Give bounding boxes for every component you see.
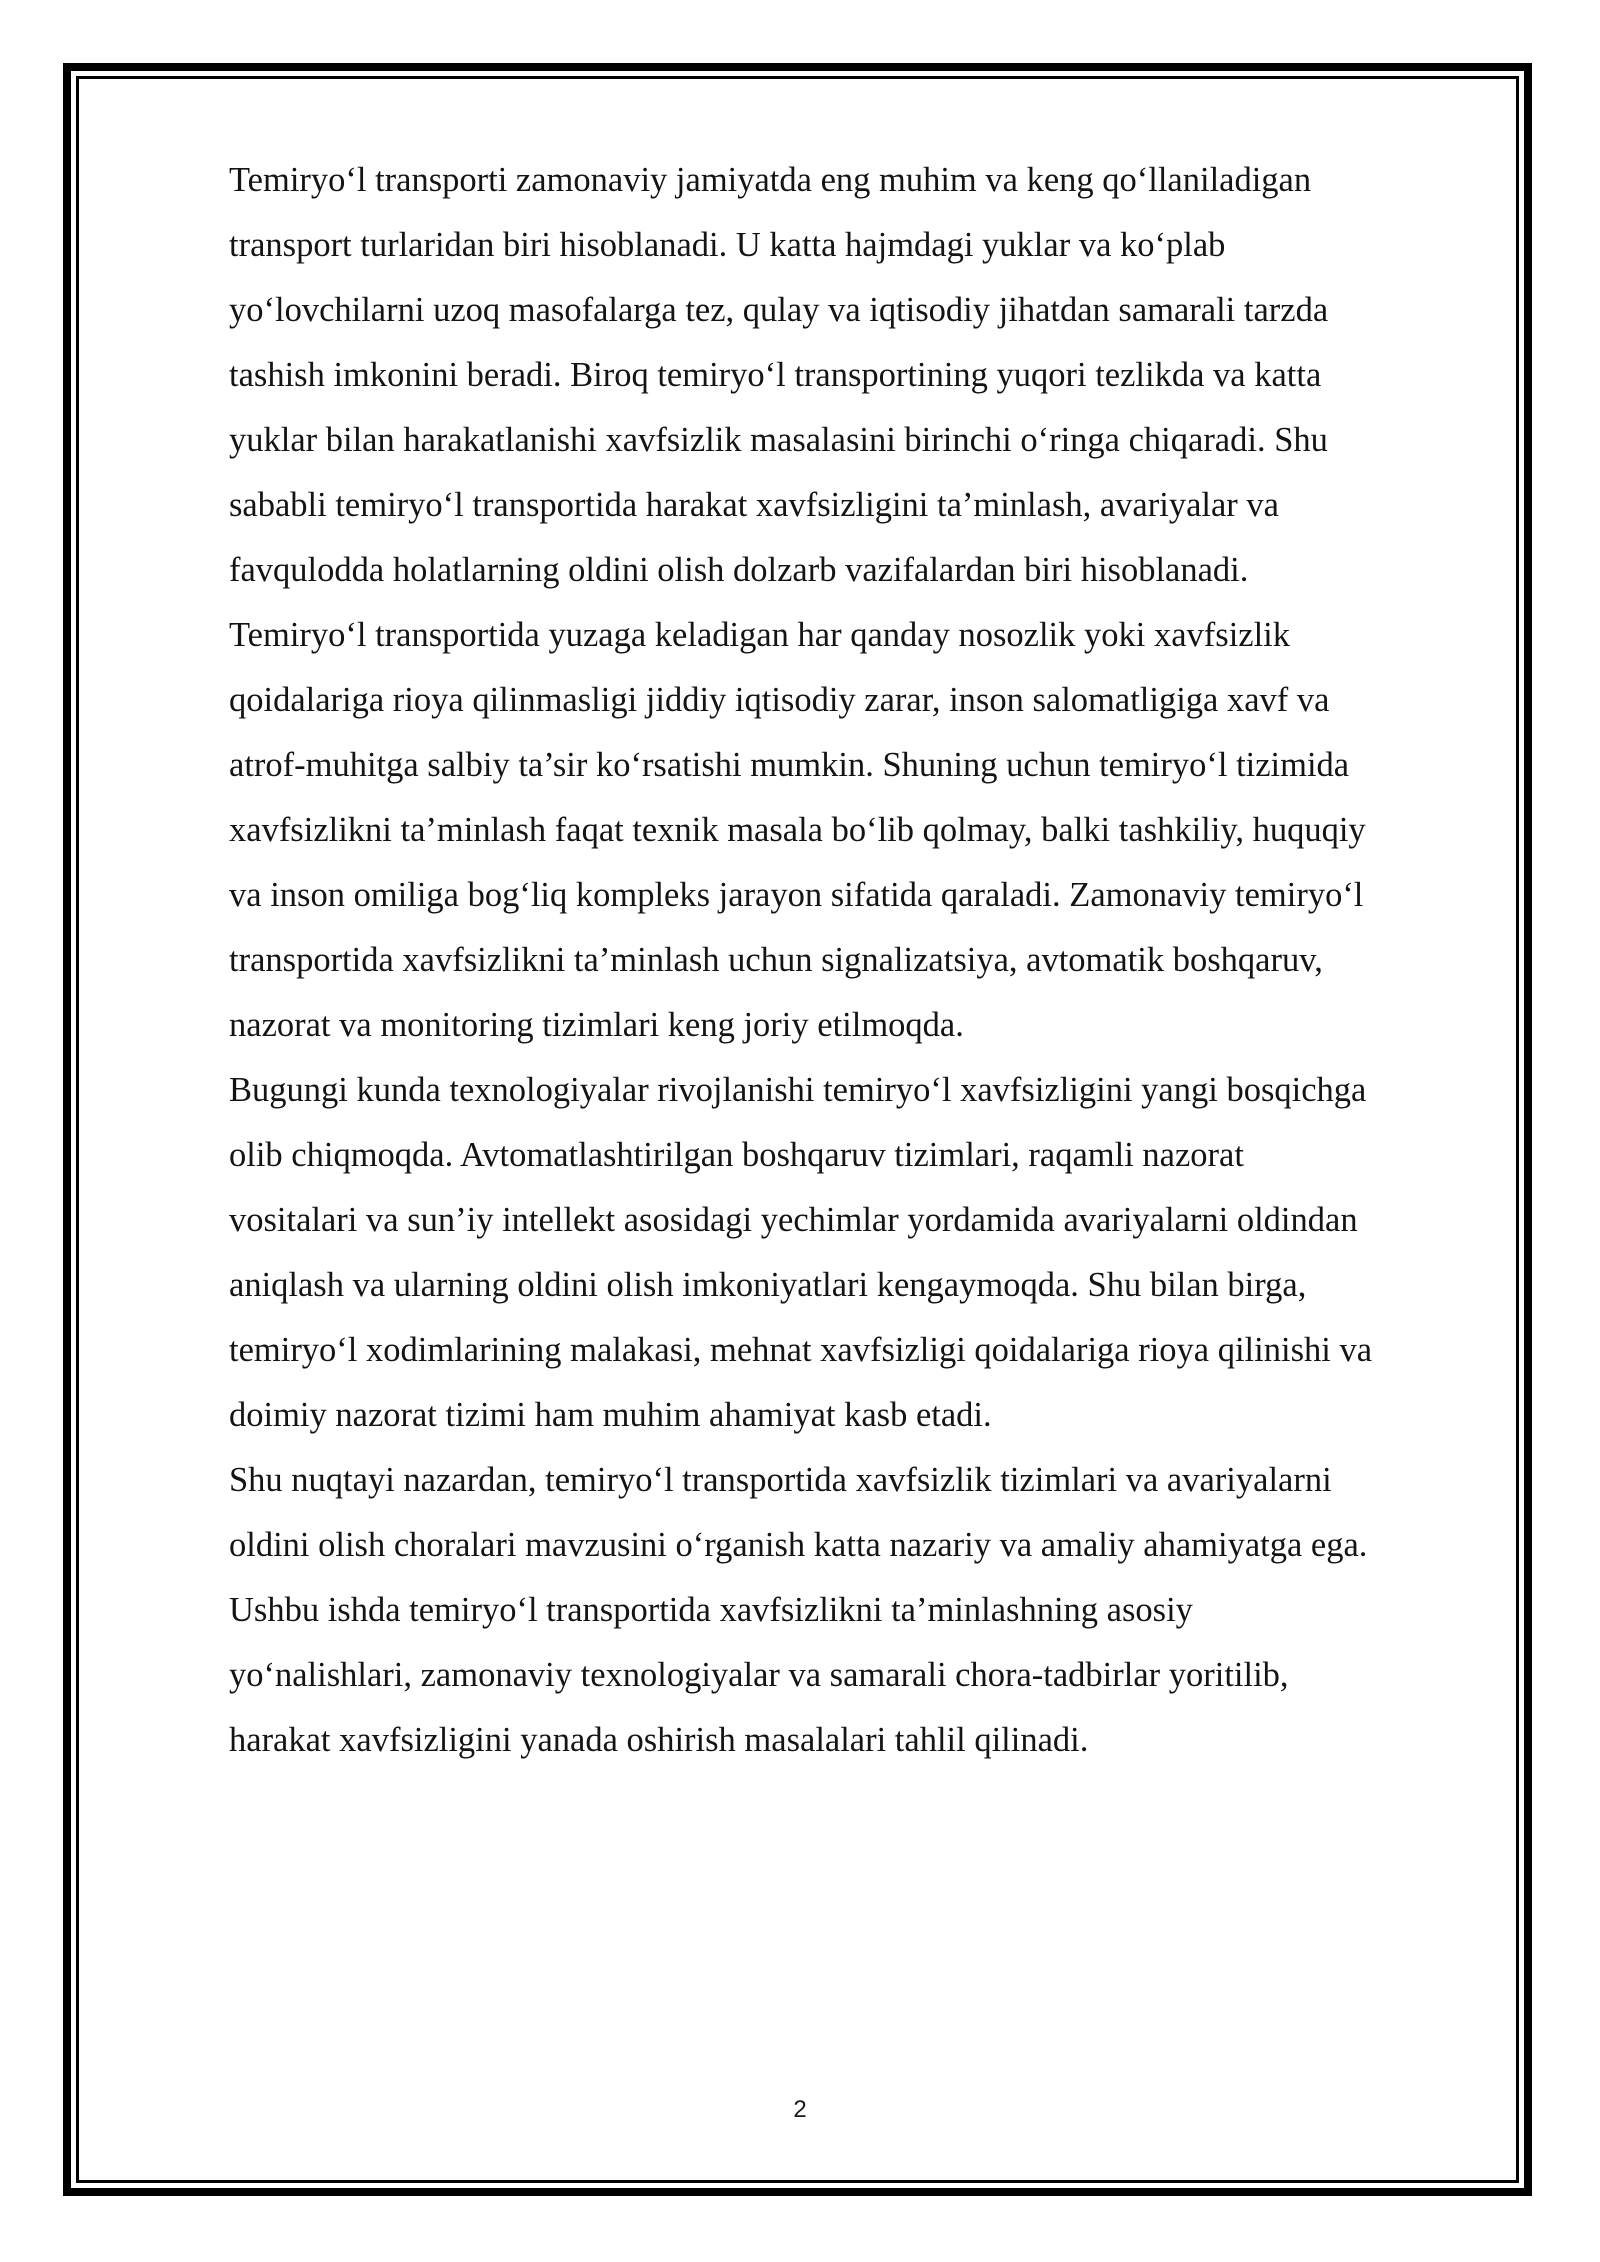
body-line: Temiryo‘l transportida yuzaga keladigan har qanday nosozlik yoki xavfsizlik	[229, 616, 1291, 654]
body-line: transportida xavfsizlikni ta’minlash uchun signalizatsiya, avtomatik boshqaruv,	[229, 941, 1323, 979]
body-line: vositalari va sun’iy intellekt asosidagi yechimlar yordamida avariyalarni oldindan	[229, 1201, 1358, 1239]
body-line: qoidalariga rioya qilinmasligi jiddiy iqtisodiy zarar, inson salomatligiga xavf va	[229, 681, 1330, 719]
page-number: 2	[793, 2096, 807, 2123]
body-line: atrof-muhitga salbiy ta’sir ko‘rsatishi mumkin. Shuning uchun temiryo‘l tizimida	[229, 746, 1350, 784]
body-line: va inson omiliga bog‘liq kompleks jarayon sifatida qaraladi. Zamonaviy temiryo‘l	[229, 876, 1364, 914]
body-line: yo‘lovchilarni uzoq masofalarga tez, qulay va iqtisodiy jihatdan samarali tarzda	[229, 291, 1329, 329]
body-line: doimiy nazorat tizimi ham muhim ahamiyat kasb etadi.	[229, 1396, 992, 1434]
body-line: Ushbu ishda temiryo‘l transportida xavfsizlikni ta’minlashning asosiy	[229, 1591, 1193, 1629]
body-line: tashish imkonini beradi. Biroq temiryo‘l transportining yuqori tezlikda va katta	[229, 356, 1322, 394]
body-line: transport turlaridan biri hisoblanadi. U katta hajmdagi yuklar va ko‘plab	[229, 226, 1226, 264]
body-line: sababli temiryo‘l transportida harakat xavfsizligini ta’minlash, avariyalar va	[229, 486, 1279, 524]
document-body	[229, 148, 1489, 1773]
body-line: Bugungi kunda texnologiyalar rivojlanishi temiryo‘l xavfsizligini yangi bosqichga	[229, 1071, 1367, 1109]
body-line: olib chiqmoqda. Avtomatlashtirilgan boshqaruv tizimlari, raqamli nazorat	[229, 1136, 1244, 1174]
body-line: harakat xavfsizligini yanada oshirish masalalari tahlil qilinadi.	[229, 1721, 1089, 1759]
body-line: temiryo‘l xodimlarining malakasi, mehnat xavfsizligi qoidalariga rioya qilinishi va	[229, 1331, 1373, 1369]
body-line: Temiryo‘l transporti zamonaviy jamiyatda eng muhim va keng qo‘llaniladigan	[229, 161, 1312, 199]
body-line: oldini olish choralari mavzusini o‘rganish katta nazariy va amaliy ahamiyatga ega.	[229, 1526, 1368, 1564]
body-line: nazorat va monitoring tizimlari keng joriy etilmoqda.	[229, 1006, 964, 1044]
body-line: aniqlash va ularning oldini olish imkoniyatlari kengaymoqda. Shu bilan birga,	[229, 1266, 1307, 1304]
body-line: xavfsizlikni ta’minlash faqat texnik masala bo‘lib qolmay, balki tashkiliy, huquqiy	[229, 811, 1366, 849]
body-line: Shu nuqtayi nazardan, temiryo‘l transportida xavfsizlik tizimlari va avariyalarni	[229, 1461, 1332, 1499]
body-line: favqulodda holatlarning oldini olish dolzarb vazifalardan biri hisoblanadi.	[229, 551, 1249, 589]
body-line: yo‘nalishlari, zamonaviy texnologiyalar va samarali chora-tadbirlar yoritilib,	[229, 1656, 1289, 1694]
body-line: yuklar bilan harakatlanishi xavfsizlik masalasini birinchi o‘ringa chiqaradi. Shu	[229, 421, 1328, 459]
